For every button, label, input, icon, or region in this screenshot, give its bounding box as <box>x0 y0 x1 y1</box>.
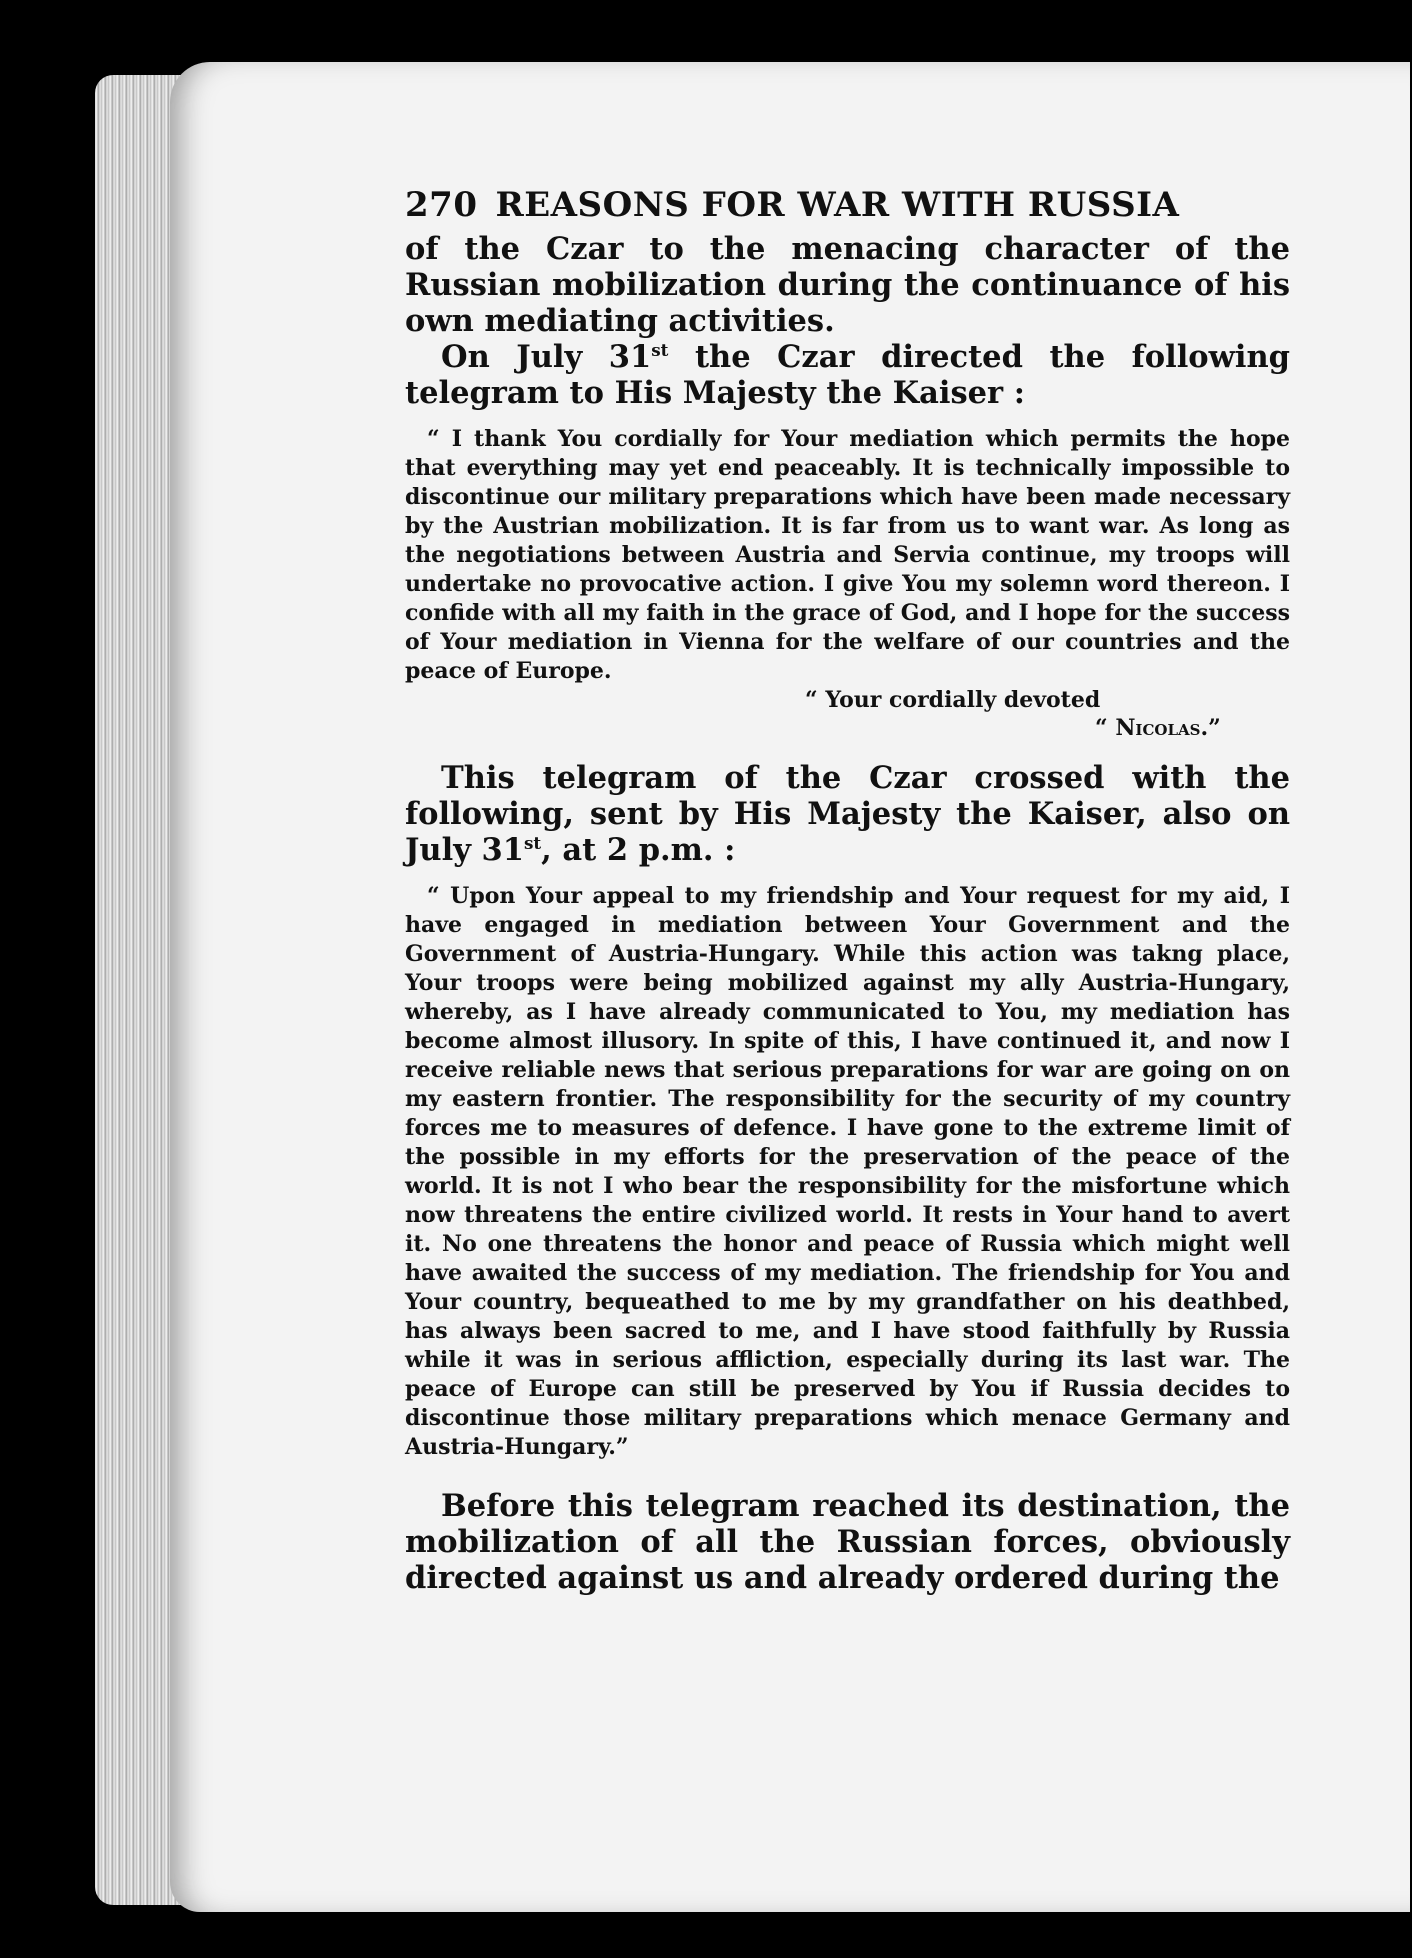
kaiser-intro-superscript: st <box>523 832 542 853</box>
paragraph-czar-telegram-intro <box>405 339 1290 411</box>
intro-superscript: st <box>651 339 669 360</box>
paragraph-kaiser-telegram-intro <box>405 760 1290 868</box>
quote-signoff: “ Your cordially devoted <box>805 687 1101 713</box>
kaiser-intro-text-b: , at 2 p.m. : <box>541 832 736 868</box>
quote-czar-telegram: “ I thank You cordially for Your mediation which permits the hope that everything may yet end peaceably. It is technically impossible to discontinue our military preparations which have been made necessary by the Austrian mobilization. It is far from us to want war. As long as the negotiations between Austria and Servia continue, my troops will undertake no provocative action. I give You my solemn word thereon. I confide with all my faith in the grace of God, and I hope for the success of Your mediation in Vienna for the welfare of our countries and the peace of Europe. <box>405 426 1290 684</box>
quote-kaiser-telegram: “ Upon Your appeal to my friendship and Your request for my aid, I have engaged in mediation between Your Government and the Government of Austria-Hungary. While this action was takng place, Your troops were being mobilized against my ally Austria-Hungary, whereby, as I have already communicated to You, my mediation has become almost illusory. In spite of this, I have continued it, and now I receive reliable news that serious preparations for war are going on on my eastern frontier. The responsibility for the security of my country forces me to measures of defence. I have gone to the extreme limit of the possible in my efforts for the preservation of the peace of the world. It is not I who bear the responsibility for the misfortune which now threatens the entire civilized world. It rests in Your hand to avert it. No one threatens the honor and peace of Russia which might well have awaited the success of my mediation. The friendship for You and Your country, bequeathed to me by my grandfather on his deathbed, has always been sacred to me, and I have stood faithfully by Russia while it was in serious affliction, especially during its last war. The peace of Europe can still be preserved by You if Russia decides to discontinue those military preparations which menace Germany and Austria-Hungary.” <box>405 883 1290 1460</box>
running-title: REASONS FOR WAR WITH RUSSIA <box>495 185 1180 225</box>
paragraph-continuation: of the Czar to the menacing character of the Russian mobilization during the continuance of his own mediating activities. <box>405 231 1290 339</box>
running-head <box>405 185 1290 225</box>
spacer <box>405 742 1290 760</box>
paragraph-closing: Before this telegram reached its destination, the mobilization of all the Russian forces, obviously directed against us and already ordered during the <box>405 1488 1290 1596</box>
page-content <box>405 185 1290 1596</box>
page-number: 270 <box>405 185 478 225</box>
intro-text-a: On July 31 <box>441 339 652 375</box>
intro-text-b: the Czar directed the following telegram to His Majesty the Kaiser : <box>405 339 1290 411</box>
kaiser-intro-text-a: This telegram of the Czar crossed with the following, sent by His Majesty the Kaiser, also on July 31 <box>405 760 1290 868</box>
spacer <box>405 1462 1290 1488</box>
quote-signature: “ Nicolas.” <box>1095 715 1221 741</box>
